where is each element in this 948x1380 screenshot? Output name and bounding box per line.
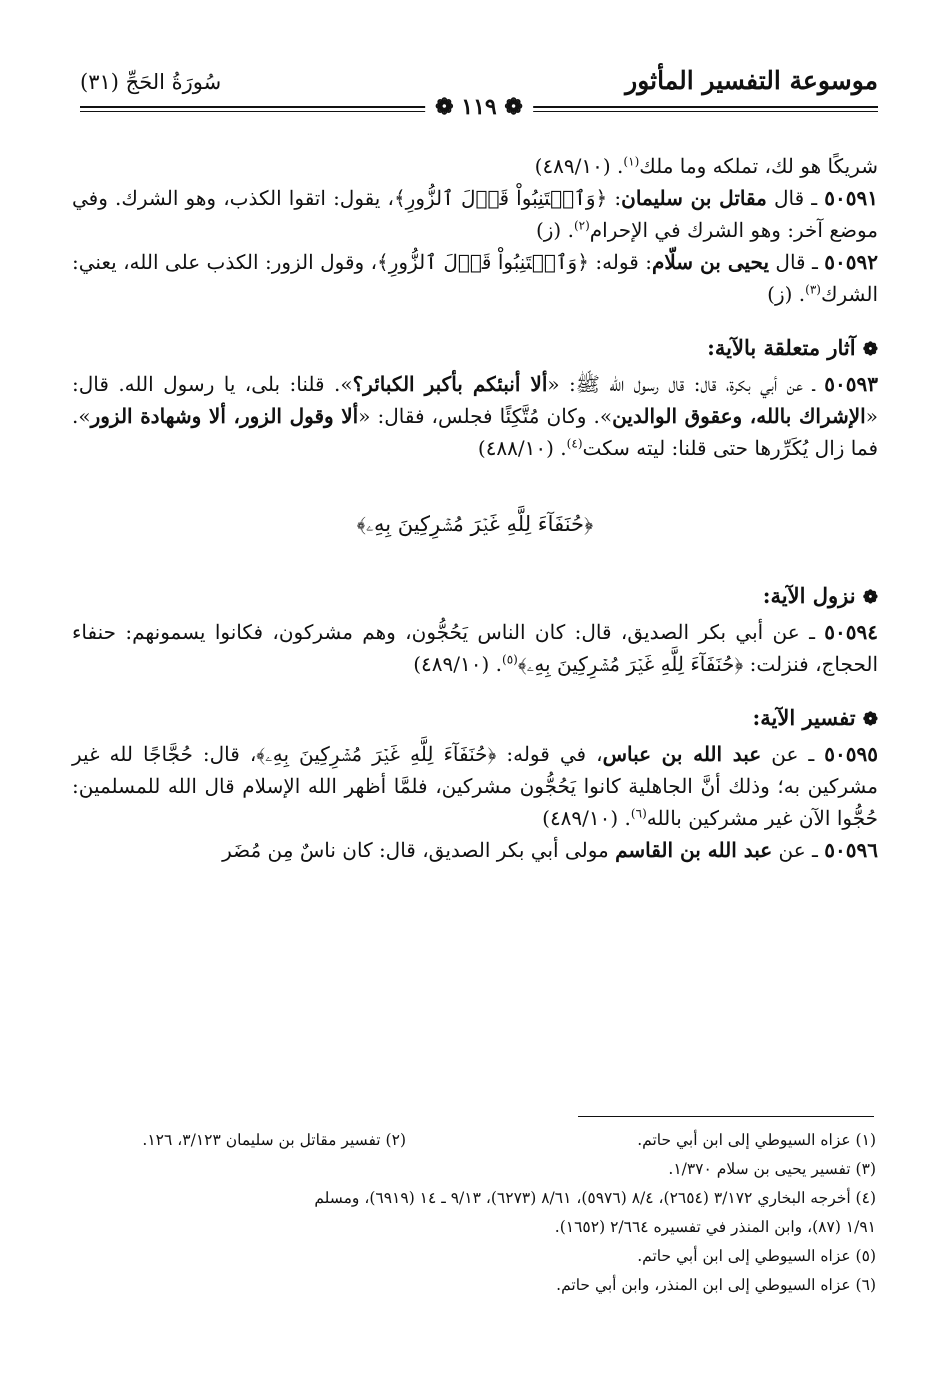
entry-tail: . (ز) [767, 282, 806, 306]
footnote-1: (١) عزاه السيوطي إلى ابن أبي حاتم. [637, 1131, 876, 1149]
section-heading-revelation [72, 580, 878, 614]
entry-number: ٥٠٥٩٣ [824, 372, 878, 396]
entry-number: ٥٠٥٩١ [824, 186, 878, 210]
footnote-4-line1: (٤) أخرجه البخاري ٣/١٧٢ (٢٦٥٤)، ٨/٤ (٥٩٧٦)، ٨/٦١ (٦٢٧٣)، ٩/١٣ ـ ١٤ (٦٩١٩)، ومسلم [314, 1189, 876, 1207]
entry-tail: . (٤٨٨/١٠) [477, 436, 567, 460]
flower-ornament-icon: ❁ [862, 587, 878, 608]
entry-50596 [72, 834, 878, 866]
entry-50593 [72, 368, 878, 464]
entry-number: ٥٠٥٩٢ [824, 250, 878, 274]
page-number-value: ١١٩ [461, 94, 497, 120]
footnote-3: (٣) تفسير يحيى بن سلام ١/٣٧٠. [668, 1160, 876, 1178]
section-heading-text: آثار متعلقة بالآية: [707, 335, 856, 360]
entry-text: ـ عن [772, 838, 825, 862]
entry-50592 [72, 246, 878, 310]
entry-text: : قوله: ﴿وَٱجۡتَنِبُواْ قَوۡلَ ٱلزُّورِ﴾، وقول الزور: الكذب على الله، يعني: الشرك [72, 250, 878, 306]
volume-ref: . (٤٨٩/١٠) [534, 154, 624, 178]
entry-tail: . (٤٨٩/١٠) [542, 806, 631, 830]
entry-number: ٥٠٥٩٤ [824, 620, 878, 644]
entry-text: ـ عن أبي بكرة، قال: قال رسول الله ﷺ: « [547, 372, 825, 396]
footnote-marker: (١) [623, 154, 640, 169]
entry-50591 [72, 182, 878, 246]
main-text [72, 150, 878, 866]
footnote-4-line2: ١/٩١ (٨٧)، وابن المنذر في تفسيره ٢/٦٦٤ (١٦٥٢). [554, 1218, 876, 1236]
verse-heading: ﴿حُنَفَآءَ لِلَّهِ غَيۡرَ مُشۡرِكِينَ بِهِۦ﴾ [356, 512, 594, 536]
hadith-quote: ألا أنبئكم بأكبر الكبائر؟ [352, 372, 548, 396]
entry-50595 [72, 738, 878, 834]
flower-ornament-icon: ❁ [862, 339, 878, 360]
section-heading-tafsir [72, 702, 878, 736]
entry-text: ، في قوله: ﴿حُنَفَآءَ لِلَّهِ غَيۡرَ مُشۡرِكِينَ بِهِۦ﴾، قال: حُجَّاجًا لله غير مشركين به؛ وذلك أنَّ الجاهلية كانوا يَحُجُّون مشركين، فلمَّا أظهر الله الإسلام قال الله للمسلمين: حُجُّوا الآن غير مشركين بالله [72, 742, 878, 830]
section-heading-text: تفسير الآية: [752, 705, 856, 730]
intro-line [72, 150, 878, 182]
footnote-marker: (٢) [573, 218, 590, 233]
surah-label: سُورَةُ الحَجِّ (٣١) [80, 70, 222, 94]
footnote-row [70, 1126, 876, 1155]
section-heading-text: نزول الآية: [762, 583, 856, 608]
footnote-5: (٥) عزاه السيوطي إلى ابن أبي حاتم. [637, 1247, 876, 1265]
hadith-quote: ألا وقول الزور، ألا وشهادة الزور [90, 404, 359, 428]
hadith-quote: الإشراك بالله، وعقوق الوالدين [612, 404, 866, 428]
entry-text: ـ عن [761, 742, 825, 766]
footnote-marker: (٦) [630, 806, 647, 821]
narrator-name: يحيى بن سلّام [651, 250, 770, 274]
flower-ornament-icon: ❁ [862, 709, 878, 730]
footnote-marker: (٤) [566, 436, 583, 451]
entry-text: ». فما زال يُكَرِّرها حتى قلنا: ليته سكت [72, 404, 878, 460]
entry-text: ـ عن أبي بكر الصديق، قال: كان الناس يَحُجُّون، وهم مشركون، فكانوا يسمونهم: حنفاء الحجاج، فنزلت: ﴿حُنَفَآءَ لِلَّهِ غَيۡرَ مُشۡرِكِينَ بِهِۦ﴾ [72, 620, 878, 676]
intro-text: شريكًا هو لك، تملكه وما ملك [639, 154, 878, 178]
entry-text: ـ قال [766, 186, 825, 210]
entry-text: ـ قال [769, 250, 825, 274]
entry-number: ٥٠٥٩٥ [824, 742, 879, 766]
entry-tail: . (ز) [535, 218, 574, 242]
entry-text: ». قلنا: بلى، يا رسول الله. قال: « [72, 372, 878, 428]
entry-50594 [72, 616, 878, 680]
narrator-name: عبد الله بن القاسم [615, 838, 773, 862]
page-number [425, 94, 533, 120]
footnotes [70, 1126, 876, 1300]
page-header [80, 62, 878, 118]
entry-number: ٥٠٥٩٦ [824, 838, 878, 862]
narrator-name: عبد الله بن عباس [602, 742, 762, 766]
entry-text: ». وكان مُتَّكِئًا فجلس، فقال: « [358, 404, 613, 428]
footnote-separator [578, 1116, 874, 1117]
footnote-6: (٦) عزاه السيوطي إلى ابن المنذر، وابن أبي حاتم. [556, 1276, 876, 1294]
narrator-name: مقاتل بن سليمان [621, 186, 767, 210]
footnote-marker: (٥) [502, 652, 518, 667]
book-title: موسوعة التفسير المأثور [625, 66, 878, 95]
entry-text: مولى أبي بكر الصديق، قال: كان ناسٌ مِن مُضَر [222, 838, 616, 862]
footnote-2: (٢) تفسير مقاتل بن سليمان ٣/١٢٣، ١٢٦. [142, 1131, 406, 1149]
footnote-marker: (٣) [805, 282, 821, 297]
ornament-right-icon: ❁ [435, 94, 454, 120]
ornament-left-icon: ❁ [504, 94, 523, 120]
section-heading-related [72, 332, 878, 366]
entry-text: : ﴿وَٱجۡتَنِبُواْ قَوۡلَ ٱلزُّورِ﴾، يقول: اتقوا الكذب، وهو الشرك. وفي موضع آخر: وهو الشرك في الإحرام [72, 186, 878, 242]
entry-tail: . (٤٨٩/١٠) [413, 652, 503, 676]
